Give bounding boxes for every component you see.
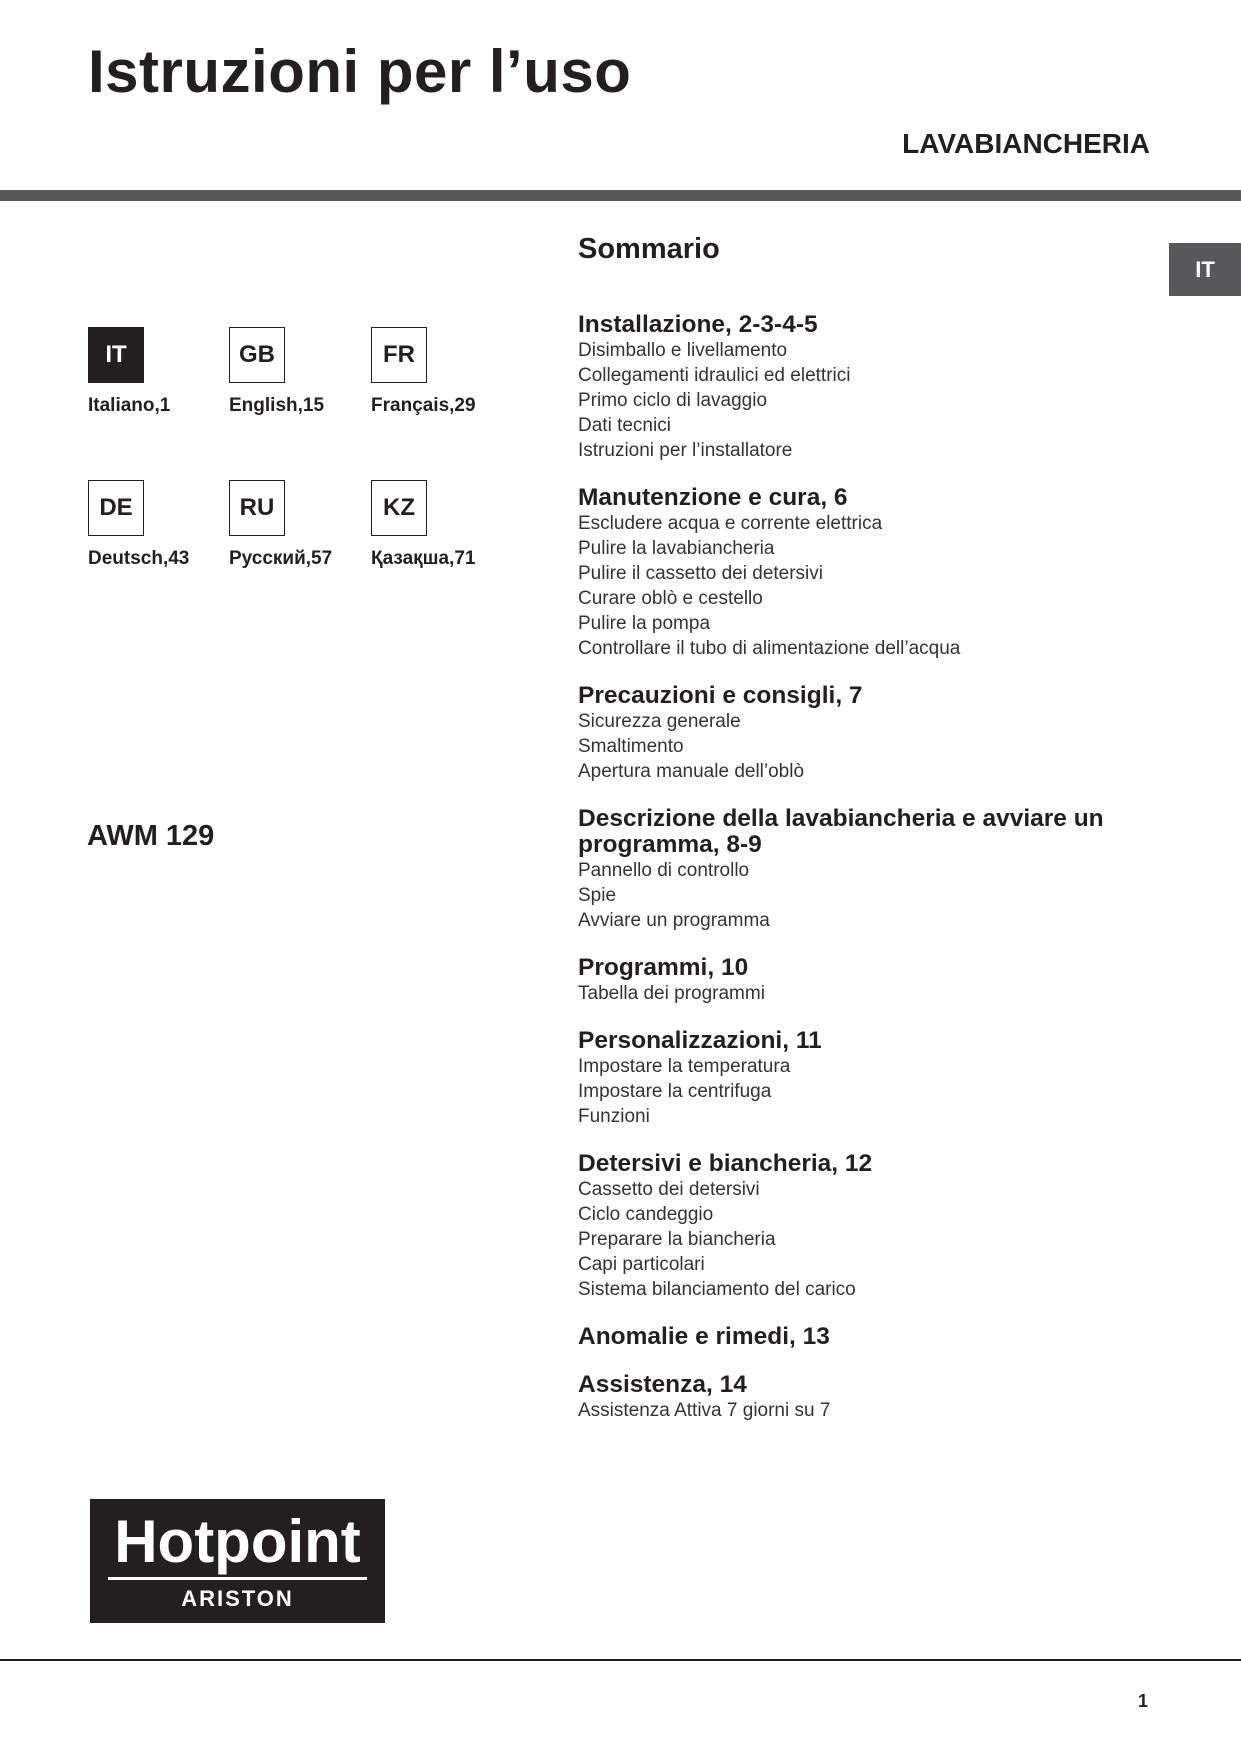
footer-rule [0, 1659, 1241, 1661]
language-code-box: GB [229, 327, 285, 383]
toc-section-title[interactable]: Manutenzione e cura, 6 [578, 484, 848, 511]
toc-entry[interactable]: Apertura manuale dell’oblò [578, 761, 805, 782]
language-code-box: RU [229, 480, 285, 536]
page-number: 1 [1137, 1691, 1148, 1711]
toc-entry[interactable]: Impostare la centrifuga [578, 1081, 772, 1102]
toc-entry[interactable]: Sicurezza generale [578, 711, 741, 732]
toc-section [578, 955, 1138, 1006]
toc-section [578, 1324, 1138, 1350]
toc-section [578, 806, 1138, 933]
toc-section [578, 683, 1138, 784]
language-label: Русский,57 [229, 548, 333, 569]
toc-section [578, 1151, 1138, 1302]
language-item-it[interactable] [88, 327, 228, 417]
toc-entry[interactable]: Cassetto dei detersivi [578, 1179, 760, 1200]
language-label: Italiano,1 [88, 395, 171, 416]
toc-section [578, 485, 1138, 661]
toc-section-title[interactable]: Programmi, 10 [578, 954, 749, 981]
table-of-contents [578, 312, 1138, 1445]
toc-entry[interactable]: Dati tecnici [578, 415, 671, 436]
toc-entry[interactable]: Pulire la lavabiancheria [578, 538, 775, 559]
toc-section-title[interactable]: Anomalie e rimedi, 13 [578, 1323, 830, 1350]
toc-entry[interactable]: Primo ciclo di lavaggio [578, 390, 768, 411]
language-item-gb[interactable] [229, 327, 369, 417]
model-number: AWM 129 [87, 820, 215, 852]
toc-entry[interactable]: Controllare il tubo di alimentazione dell’acqua [578, 638, 961, 659]
toc-section-title[interactable]: Precauzioni e consigli, 7 [578, 682, 863, 709]
toc-section-title[interactable]: Personalizzazioni, 11 [578, 1027, 822, 1054]
header-rule [0, 190, 1241, 201]
language-side-tab: IT [1169, 243, 1241, 296]
toc-entry[interactable]: Assistenza Attiva 7 giorni su 7 [578, 1400, 831, 1421]
toc-entry[interactable]: Impostare la temperatura [578, 1056, 791, 1077]
logo-divider [108, 1577, 367, 1580]
logo-wordmark: Hotpoint [114, 1508, 361, 1575]
language-code-box: IT [88, 327, 144, 383]
language-item-fr[interactable] [371, 327, 511, 417]
toc-entry[interactable]: Escludere acqua e corrente elettrica [578, 513, 883, 534]
language-label: Қазақша,71 [371, 548, 476, 569]
language-code-box: DE [88, 480, 144, 536]
toc-section-title[interactable]: Installazione, 2-3-4-5 [578, 311, 818, 338]
toc-entry[interactable]: Funzioni [578, 1106, 650, 1127]
toc-entry[interactable]: Pannello di controllo [578, 860, 750, 881]
toc-entry[interactable]: Pulire il cassetto dei detersivi [578, 563, 823, 584]
toc-entry[interactable]: Smaltimento [578, 736, 684, 757]
toc-section-title[interactable]: Descrizione della lavabiancheria e avviare un programma, 8-9 [578, 805, 1104, 858]
language-item-ru[interactable] [229, 480, 369, 570]
toc-entry[interactable]: Tabella dei programmi [578, 983, 765, 1004]
language-code-box: FR [371, 327, 427, 383]
language-label: English,15 [229, 395, 325, 416]
toc-entry[interactable]: Pulire la pompa [578, 613, 711, 634]
language-item-kz[interactable] [371, 480, 511, 570]
language-label: Deutsch,43 [88, 548, 190, 569]
toc-entry[interactable]: Collegamenti idraulici ed elettrici [578, 365, 851, 386]
toc-entry[interactable]: Sistema bilanciamento del carico [578, 1279, 856, 1300]
toc-entry[interactable]: Capi particolari [578, 1254, 705, 1275]
toc-entry[interactable]: Curare oblò e cestello [578, 588, 763, 609]
toc-entry[interactable]: Disimballo e livellamento [578, 340, 788, 361]
page-title: Istruzioni per l’uso [88, 38, 632, 105]
toc-entry[interactable]: Preparare la biancheria [578, 1229, 776, 1250]
toc-entry[interactable]: Ciclo candeggio [578, 1204, 714, 1225]
toc-section [578, 1372, 1138, 1423]
language-label: Français,29 [371, 395, 476, 416]
toc-section [578, 312, 1138, 463]
logo-subbrand: ARISTON [181, 1586, 294, 1611]
toc-section [578, 1028, 1138, 1129]
product-type: LAVABIANCHERIA [902, 128, 1150, 159]
language-code-box: KZ [371, 480, 427, 536]
brand-logo [90, 1499, 385, 1623]
toc-section-title[interactable]: Assistenza, 14 [578, 1371, 747, 1398]
toc-entry[interactable]: Istruzioni per l’installatore [578, 440, 793, 461]
toc-entry[interactable]: Spie [578, 885, 617, 906]
toc-heading: Sommario [578, 233, 720, 265]
toc-section-title[interactable]: Detersivi e biancheria, 12 [578, 1150, 873, 1177]
toc-entry[interactable]: Avviare un programma [578, 910, 770, 931]
language-item-de[interactable] [88, 480, 228, 570]
